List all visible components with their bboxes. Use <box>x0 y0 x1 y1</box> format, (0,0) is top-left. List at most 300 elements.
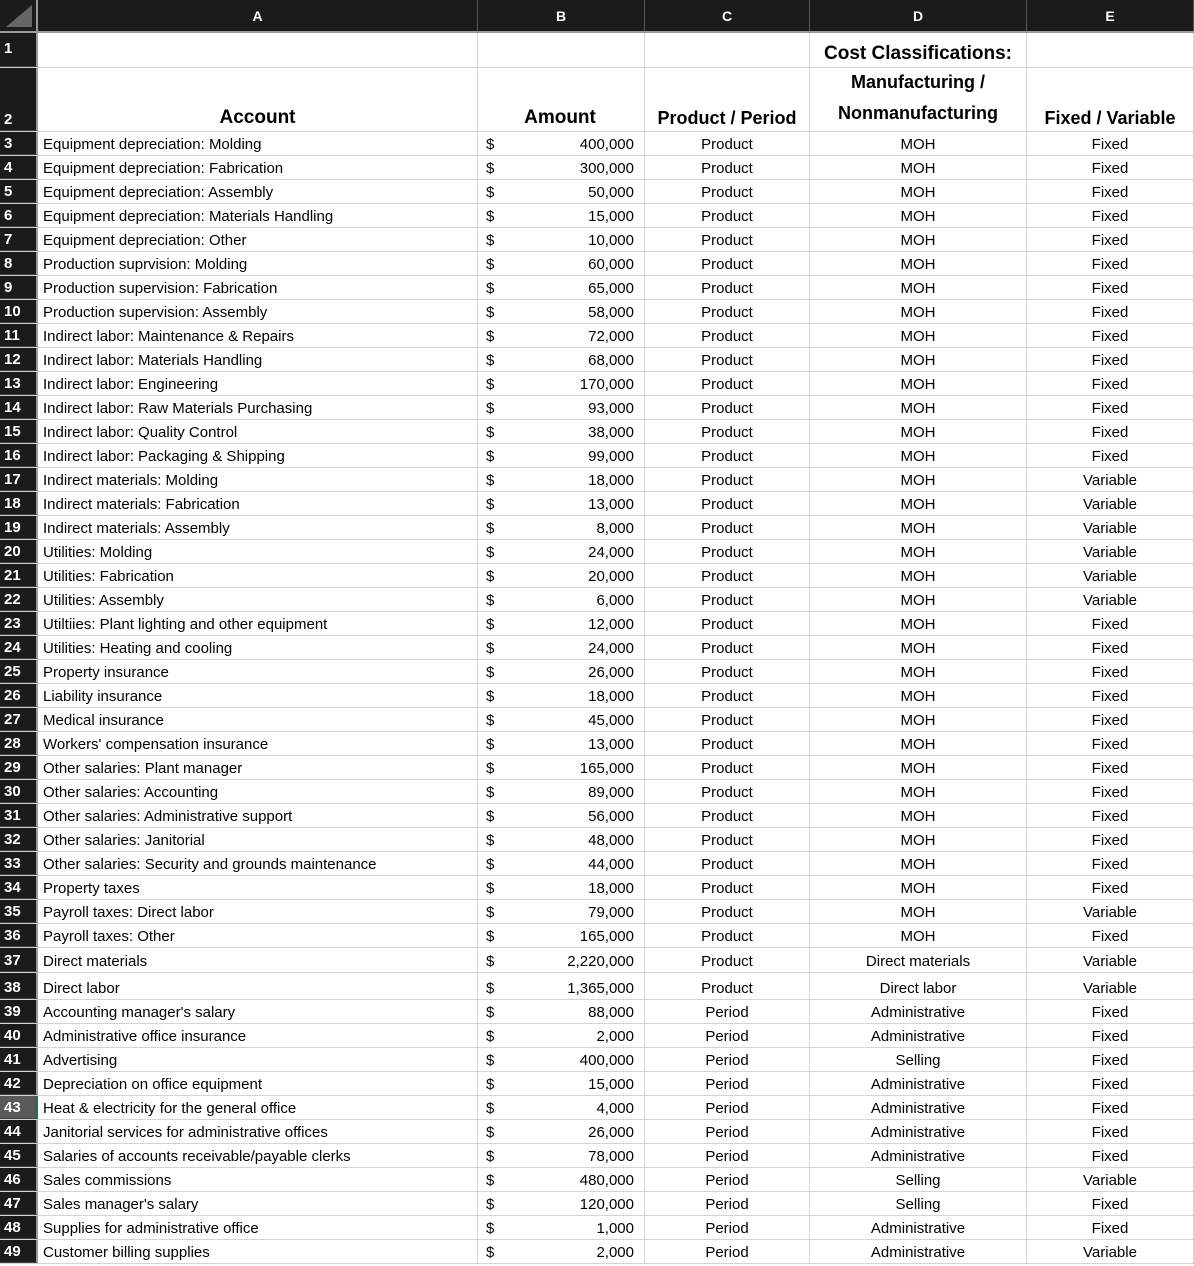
account-cell[interactable]: Utiltiies: Plant lighting and other equipment <box>38 612 478 635</box>
product-period-cell[interactable]: Product <box>645 732 810 755</box>
amount-cell[interactable] <box>478 708 645 731</box>
account-cell[interactable]: Equipment depreciation: Assembly <box>38 180 478 203</box>
manufacturing-cell[interactable]: MOH <box>810 756 1027 779</box>
amount-cell[interactable] <box>478 444 645 467</box>
account-cell[interactable]: Sales commissions <box>38 1168 478 1191</box>
account-cell[interactable]: Other salaries: Accounting <box>38 780 478 803</box>
row-header[interactable]: 14 <box>0 396 38 419</box>
row-header[interactable]: 4 <box>0 156 38 179</box>
manufacturing-cell[interactable]: Administrative <box>810 1096 1027 1119</box>
account-cell[interactable]: Property taxes <box>38 876 478 899</box>
manufacturing-cell[interactable]: MOH <box>810 924 1027 947</box>
account-cell[interactable]: Administrative office insurance <box>38 1024 478 1047</box>
fixed-variable-cell[interactable]: Fixed <box>1027 636 1194 659</box>
account-cell[interactable]: Liability insurance <box>38 684 478 707</box>
fixed-variable-cell[interactable]: Fixed <box>1027 1192 1194 1215</box>
select-all-button[interactable] <box>0 0 38 31</box>
amount-cell[interactable] <box>478 588 645 611</box>
amount-cell[interactable] <box>478 516 645 539</box>
row-header[interactable]: 44 <box>0 1120 38 1143</box>
fixed-variable-cell[interactable]: Fixed <box>1027 924 1194 947</box>
row-header[interactable]: 47 <box>0 1192 38 1215</box>
product-period-cell[interactable]: Period <box>645 1096 810 1119</box>
account-cell[interactable]: Workers' compensation insurance <box>38 732 478 755</box>
fixed-variable-cell[interactable]: Fixed <box>1027 180 1194 203</box>
row-header[interactable]: 25 <box>0 660 38 683</box>
account-cell[interactable]: Indirect labor: Raw Materials Purchasing <box>38 396 478 419</box>
row-header[interactable]: 31 <box>0 804 38 827</box>
product-period-cell[interactable]: Period <box>645 1072 810 1095</box>
fixed-variable-cell[interactable]: Variable <box>1027 948 1194 972</box>
product-period-cell[interactable]: Product <box>645 324 810 347</box>
manufacturing-cell[interactable]: Direct labor <box>810 973 1027 999</box>
amount-cell[interactable] <box>478 660 645 683</box>
manufacturing-cell[interactable]: MOH <box>810 588 1027 611</box>
account-cell[interactable]: Production supervision: Fabrication <box>38 276 478 299</box>
amount-cell[interactable] <box>478 804 645 827</box>
row-header[interactable]: 20 <box>0 540 38 563</box>
product-period-cell[interactable]: Product <box>645 468 810 491</box>
fixed-variable-cell[interactable]: Fixed <box>1027 1000 1194 1023</box>
amount-cell[interactable] <box>478 636 645 659</box>
product-period-cell[interactable]: Product <box>645 780 810 803</box>
product-period-cell[interactable]: Product <box>645 276 810 299</box>
account-cell[interactable]: Direct materials <box>38 948 478 972</box>
account-cell[interactable]: Depreciation on office equipment <box>38 1072 478 1095</box>
account-cell[interactable]: Equipment depreciation: Materials Handling <box>38 204 478 227</box>
fixed-variable-cell[interactable]: Fixed <box>1027 1144 1194 1167</box>
amount-cell[interactable] <box>478 1024 645 1047</box>
product-period-cell[interactable]: Period <box>645 1024 810 1047</box>
product-period-cell[interactable]: Product <box>645 973 810 999</box>
manufacturing-cell[interactable]: MOH <box>810 324 1027 347</box>
manufacturing-cell[interactable]: MOH <box>810 156 1027 179</box>
row-header[interactable]: 6 <box>0 204 38 227</box>
row-header[interactable]: 46 <box>0 1168 38 1191</box>
amount-cell[interactable] <box>478 468 645 491</box>
fixed-variable-cell[interactable]: Fixed <box>1027 1072 1194 1095</box>
manufacturing-cell[interactable]: Administrative <box>810 1072 1027 1095</box>
row-header[interactable]: 29 <box>0 756 38 779</box>
product-period-header[interactable]: Product / Period <box>645 68 810 131</box>
row-header[interactable]: 10 <box>0 300 38 323</box>
manufacturing-cell[interactable]: MOH <box>810 612 1027 635</box>
fixed-variable-cell[interactable]: Variable <box>1027 973 1194 999</box>
product-period-cell[interactable]: Product <box>645 756 810 779</box>
amount-cell[interactable] <box>478 780 645 803</box>
fixed-variable-cell[interactable]: Fixed <box>1027 372 1194 395</box>
column-header-e[interactable]: E <box>1027 0 1194 31</box>
amount-cell[interactable] <box>478 420 645 443</box>
product-period-cell[interactable]: Product <box>645 396 810 419</box>
manufacturing-cell[interactable]: MOH <box>810 276 1027 299</box>
account-cell[interactable]: Indirect labor: Maintenance & Repairs <box>38 324 478 347</box>
row-header[interactable]: 1 <box>0 33 38 67</box>
row-header[interactable]: 22 <box>0 588 38 611</box>
row-header[interactable]: 19 <box>0 516 38 539</box>
row-header[interactable]: 21 <box>0 564 38 587</box>
account-cell[interactable]: Other salaries: Administrative support <box>38 804 478 827</box>
row-header[interactable]: 7 <box>0 228 38 251</box>
manufacturing-cell[interactable]: MOH <box>810 420 1027 443</box>
product-period-cell[interactable]: Product <box>645 588 810 611</box>
row-header[interactable]: 35 <box>0 900 38 923</box>
row-header[interactable]: 23 <box>0 612 38 635</box>
amount-cell[interactable] <box>478 132 645 155</box>
manufacturing-cell[interactable]: MOH <box>810 564 1027 587</box>
amount-cell[interactable] <box>478 156 645 179</box>
row-header[interactable]: 26 <box>0 684 38 707</box>
amount-cell[interactable] <box>478 732 645 755</box>
manufacturing-cell[interactable]: MOH <box>810 708 1027 731</box>
manufacturing-cell[interactable]: MOH <box>810 780 1027 803</box>
manufacturing-cell[interactable]: MOH <box>810 852 1027 875</box>
account-cell[interactable]: Equipment depreciation: Molding <box>38 132 478 155</box>
product-period-cell[interactable]: Product <box>645 612 810 635</box>
manufacturing-cell[interactable]: MOH <box>810 132 1027 155</box>
fixed-variable-cell[interactable]: Fixed <box>1027 396 1194 419</box>
product-period-cell[interactable]: Product <box>645 372 810 395</box>
fixed-variable-cell[interactable]: Fixed <box>1027 300 1194 323</box>
amount-cell[interactable] <box>478 540 645 563</box>
fixed-variable-cell[interactable]: Fixed <box>1027 348 1194 371</box>
fixed-variable-cell[interactable]: Fixed <box>1027 1024 1194 1047</box>
fixed-variable-cell[interactable]: Variable <box>1027 900 1194 923</box>
column-header-b[interactable]: B <box>478 0 645 31</box>
fixed-variable-cell[interactable]: Variable <box>1027 492 1194 515</box>
amount-cell[interactable] <box>478 924 645 947</box>
amount-cell[interactable] <box>478 1144 645 1167</box>
amount-cell[interactable] <box>478 948 645 972</box>
account-cell[interactable]: Heat & electricity for the general office <box>38 1096 478 1119</box>
product-period-cell[interactable]: Product <box>645 420 810 443</box>
amount-cell[interactable] <box>478 973 645 999</box>
row-header[interactable]: 3 <box>0 132 38 155</box>
account-cell[interactable]: Medical insurance <box>38 708 478 731</box>
row-header[interactable]: 27 <box>0 708 38 731</box>
row-header[interactable]: 15 <box>0 420 38 443</box>
fixed-variable-cell[interactable]: Variable <box>1027 588 1194 611</box>
product-period-cell[interactable]: Product <box>645 564 810 587</box>
amount-cell[interactable] <box>478 492 645 515</box>
account-cell[interactable]: Accounting manager's salary <box>38 1000 478 1023</box>
account-cell[interactable]: Advertising <box>38 1048 478 1071</box>
product-period-cell[interactable]: Product <box>645 180 810 203</box>
fixed-variable-cell[interactable]: Variable <box>1027 564 1194 587</box>
manufacturing-cell[interactable]: MOH <box>810 204 1027 227</box>
column-header-c[interactable]: C <box>645 0 810 31</box>
cell-a1[interactable] <box>38 33 478 67</box>
fixed-variable-cell[interactable]: Variable <box>1027 1240 1194 1263</box>
amount-cell[interactable] <box>478 276 645 299</box>
cell-e1[interactable] <box>1027 33 1194 67</box>
product-period-cell[interactable]: Product <box>645 684 810 707</box>
amount-cell[interactable] <box>478 1192 645 1215</box>
account-cell[interactable]: Sales manager's salary <box>38 1192 478 1215</box>
account-cell[interactable]: Direct labor <box>38 973 478 999</box>
amount-cell[interactable] <box>478 564 645 587</box>
product-period-cell[interactable]: Product <box>645 252 810 275</box>
manufacturing-cell[interactable]: MOH <box>810 732 1027 755</box>
product-period-cell[interactable]: Product <box>645 444 810 467</box>
amount-cell[interactable] <box>478 324 645 347</box>
account-cell[interactable]: Utilities: Fabrication <box>38 564 478 587</box>
column-header-a[interactable]: A <box>38 0 478 31</box>
row-header[interactable]: 28 <box>0 732 38 755</box>
manufacturing-cell[interactable]: MOH <box>810 468 1027 491</box>
product-period-cell[interactable]: Product <box>645 516 810 539</box>
manufacturing-cell[interactable]: Administrative <box>810 1240 1027 1263</box>
row-header[interactable]: 40 <box>0 1024 38 1047</box>
row-header[interactable]: 39 <box>0 1000 38 1023</box>
product-period-cell[interactable]: Product <box>645 132 810 155</box>
row-header[interactable]: 24 <box>0 636 38 659</box>
row-header[interactable]: 12 <box>0 348 38 371</box>
amount-cell[interactable] <box>478 1072 645 1095</box>
manufacturing-cell[interactable]: MOH <box>810 300 1027 323</box>
fixed-variable-cell[interactable]: Fixed <box>1027 1048 1194 1071</box>
amount-cell[interactable] <box>478 1120 645 1143</box>
fixed-variable-cell[interactable]: Fixed <box>1027 444 1194 467</box>
product-period-cell[interactable]: Product <box>645 924 810 947</box>
product-period-cell[interactable]: Product <box>645 804 810 827</box>
manufacturing-cell[interactable]: MOH <box>810 228 1027 251</box>
row-header[interactable]: 17 <box>0 468 38 491</box>
account-cell[interactable]: Equipment depreciation: Other <box>38 228 478 251</box>
amount-cell[interactable] <box>478 228 645 251</box>
manufacturing-cell[interactable]: MOH <box>810 516 1027 539</box>
product-period-cell[interactable]: Period <box>645 1120 810 1143</box>
fixed-variable-cell[interactable]: Fixed <box>1027 708 1194 731</box>
manufacturing-cell[interactable]: Administrative <box>810 1000 1027 1023</box>
row-header[interactable]: 38 <box>0 973 38 999</box>
amount-cell[interactable] <box>478 1168 645 1191</box>
fixed-variable-cell[interactable]: Variable <box>1027 1168 1194 1191</box>
product-period-cell[interactable]: Product <box>645 156 810 179</box>
fixed-variable-cell[interactable]: Fixed <box>1027 804 1194 827</box>
product-period-cell[interactable]: Product <box>645 540 810 563</box>
amount-cell[interactable] <box>478 204 645 227</box>
account-cell[interactable]: Payroll taxes: Direct labor <box>38 900 478 923</box>
manufacturing-cell[interactable]: MOH <box>810 492 1027 515</box>
fixed-variable-cell[interactable]: Fixed <box>1027 756 1194 779</box>
account-header[interactable]: Account <box>38 68 478 131</box>
account-cell[interactable]: Utilities: Molding <box>38 540 478 563</box>
product-period-cell[interactable]: Product <box>645 660 810 683</box>
fixed-variable-cell[interactable]: Fixed <box>1027 324 1194 347</box>
amount-cell[interactable] <box>478 852 645 875</box>
row-header[interactable]: 13 <box>0 372 38 395</box>
manufacturing-cell[interactable]: MOH <box>810 828 1027 851</box>
manufacturing-cell[interactable]: MOH <box>810 180 1027 203</box>
account-cell[interactable]: Other salaries: Janitorial <box>38 828 478 851</box>
amount-cell[interactable] <box>478 900 645 923</box>
row-header[interactable]: 2 <box>0 68 38 131</box>
account-cell[interactable]: Utilities: Assembly <box>38 588 478 611</box>
row-header[interactable]: 49 <box>0 1240 38 1263</box>
fixed-variable-cell[interactable]: Variable <box>1027 468 1194 491</box>
fixed-variable-cell[interactable]: Fixed <box>1027 156 1194 179</box>
fixed-variable-cell[interactable]: Fixed <box>1027 732 1194 755</box>
amount-cell[interactable] <box>478 876 645 899</box>
product-period-cell[interactable]: Period <box>645 1048 810 1071</box>
column-header-d[interactable]: D <box>810 0 1027 31</box>
manufacturing-header[interactable] <box>810 68 1027 131</box>
fixed-variable-cell[interactable]: Fixed <box>1027 684 1194 707</box>
account-cell[interactable]: Indirect labor: Quality Control <box>38 420 478 443</box>
fixed-variable-cell[interactable]: Fixed <box>1027 420 1194 443</box>
manufacturing-cell[interactable]: Selling <box>810 1168 1027 1191</box>
product-period-cell[interactable]: Product <box>645 228 810 251</box>
fixed-variable-cell[interactable]: Fixed <box>1027 1216 1194 1239</box>
amount-cell[interactable] <box>478 1216 645 1239</box>
fixed-variable-cell[interactable]: Fixed <box>1027 276 1194 299</box>
fixed-variable-cell[interactable]: Fixed <box>1027 612 1194 635</box>
row-header[interactable]: 36 <box>0 924 38 947</box>
manufacturing-cell[interactable]: Selling <box>810 1192 1027 1215</box>
manufacturing-cell[interactable]: Administrative <box>810 1120 1027 1143</box>
account-cell[interactable]: Salaries of accounts receivable/payable clerks <box>38 1144 478 1167</box>
row-header[interactable]: 43 <box>0 1096 38 1119</box>
product-period-cell[interactable]: Product <box>645 900 810 923</box>
row-header[interactable]: 48 <box>0 1216 38 1239</box>
account-cell[interactable]: Other salaries: Security and grounds maintenance <box>38 852 478 875</box>
product-period-cell[interactable]: Product <box>645 828 810 851</box>
product-period-cell[interactable]: Product <box>645 348 810 371</box>
manufacturing-cell[interactable]: MOH <box>810 348 1027 371</box>
manufacturing-cell[interactable]: MOH <box>810 396 1027 419</box>
manufacturing-cell[interactable]: MOH <box>810 876 1027 899</box>
account-cell[interactable]: Production supervision: Assembly <box>38 300 478 323</box>
manufacturing-cell[interactable]: MOH <box>810 252 1027 275</box>
product-period-cell[interactable]: Product <box>645 948 810 972</box>
product-period-cell[interactable]: Period <box>645 1000 810 1023</box>
account-cell[interactable]: Indirect labor: Engineering <box>38 372 478 395</box>
product-period-cell[interactable]: Product <box>645 636 810 659</box>
manufacturing-cell[interactable]: Selling <box>810 1048 1027 1071</box>
cost-classifications-title[interactable]: Cost Classifications: <box>810 33 1027 67</box>
amount-cell[interactable] <box>478 1048 645 1071</box>
fixed-variable-cell[interactable]: Fixed <box>1027 876 1194 899</box>
product-period-cell[interactable]: Period <box>645 1216 810 1239</box>
fixed-variable-cell[interactable]: Fixed <box>1027 132 1194 155</box>
amount-cell[interactable] <box>478 1096 645 1119</box>
product-period-cell[interactable]: Product <box>645 492 810 515</box>
account-cell[interactable]: Equipment depreciation: Fabrication <box>38 156 478 179</box>
fixed-variable-cell[interactable]: Fixed <box>1027 252 1194 275</box>
amount-cell[interactable] <box>478 756 645 779</box>
amount-cell[interactable] <box>478 252 645 275</box>
manufacturing-cell[interactable]: Administrative <box>810 1024 1027 1047</box>
row-header[interactable]: 37 <box>0 948 38 972</box>
row-header[interactable]: 8 <box>0 252 38 275</box>
manufacturing-cell[interactable]: MOH <box>810 444 1027 467</box>
product-period-cell[interactable]: Period <box>645 1192 810 1215</box>
product-period-cell[interactable]: Product <box>645 708 810 731</box>
amount-header[interactable]: Amount <box>478 68 645 131</box>
product-period-cell[interactable]: Period <box>645 1144 810 1167</box>
account-cell[interactable]: Indirect labor: Packaging & Shipping <box>38 444 478 467</box>
account-cell[interactable]: Indirect materials: Fabrication <box>38 492 478 515</box>
fixed-variable-cell[interactable]: Fixed <box>1027 204 1194 227</box>
fixed-variable-cell[interactable]: Variable <box>1027 540 1194 563</box>
fixed-variable-cell[interactable]: Fixed <box>1027 660 1194 683</box>
account-cell[interactable]: Supplies for administrative office <box>38 1216 478 1239</box>
fixed-variable-cell[interactable]: Fixed <box>1027 1120 1194 1143</box>
row-header[interactable]: 30 <box>0 780 38 803</box>
fixed-variable-cell[interactable]: Variable <box>1027 516 1194 539</box>
product-period-cell[interactable]: Product <box>645 300 810 323</box>
fixed-variable-cell[interactable]: Fixed <box>1027 780 1194 803</box>
fixed-variable-cell[interactable]: Fixed <box>1027 1096 1194 1119</box>
row-header[interactable]: 33 <box>0 852 38 875</box>
fixed-variable-cell[interactable]: Fixed <box>1027 828 1194 851</box>
amount-cell[interactable] <box>478 684 645 707</box>
row-header[interactable]: 18 <box>0 492 38 515</box>
row-header[interactable]: 16 <box>0 444 38 467</box>
manufacturing-cell[interactable]: Direct materials <box>810 948 1027 972</box>
amount-cell[interactable] <box>478 180 645 203</box>
manufacturing-cell[interactable]: MOH <box>810 804 1027 827</box>
product-period-cell[interactable]: Product <box>645 852 810 875</box>
account-cell[interactable]: Utilities: Heating and cooling <box>38 636 478 659</box>
amount-cell[interactable] <box>478 348 645 371</box>
fixed-variable-cell[interactable]: Fixed <box>1027 852 1194 875</box>
amount-cell[interactable] <box>478 612 645 635</box>
amount-cell[interactable] <box>478 1240 645 1263</box>
cell-b1[interactable] <box>478 33 645 67</box>
amount-cell[interactable] <box>478 300 645 323</box>
account-cell[interactable]: Indirect materials: Assembly <box>38 516 478 539</box>
product-period-cell[interactable]: Product <box>645 204 810 227</box>
cell-c1[interactable] <box>645 33 810 67</box>
row-header[interactable]: 11 <box>0 324 38 347</box>
account-cell[interactable]: Janitorial services for administrative offices <box>38 1120 478 1143</box>
product-period-cell[interactable]: Period <box>645 1240 810 1263</box>
manufacturing-cell[interactable]: MOH <box>810 372 1027 395</box>
fixed-variable-cell[interactable]: Fixed <box>1027 228 1194 251</box>
manufacturing-cell[interactable]: MOH <box>810 540 1027 563</box>
row-header[interactable]: 5 <box>0 180 38 203</box>
row-header[interactable]: 42 <box>0 1072 38 1095</box>
account-cell[interactable]: Payroll taxes: Other <box>38 924 478 947</box>
account-cell[interactable]: Customer billing supplies <box>38 1240 478 1263</box>
account-cell[interactable]: Production suprvision: Molding <box>38 252 478 275</box>
amount-cell[interactable] <box>478 396 645 419</box>
product-period-cell[interactable]: Period <box>645 1168 810 1191</box>
amount-cell[interactable] <box>478 828 645 851</box>
manufacturing-cell[interactable]: MOH <box>810 684 1027 707</box>
manufacturing-cell[interactable]: Administrative <box>810 1144 1027 1167</box>
manufacturing-cell[interactable]: MOH <box>810 636 1027 659</box>
manufacturing-cell[interactable]: MOH <box>810 660 1027 683</box>
account-cell[interactable]: Indirect materials: Molding <box>38 468 478 491</box>
row-header[interactable]: 32 <box>0 828 38 851</box>
row-header[interactable]: 34 <box>0 876 38 899</box>
row-header[interactable]: 9 <box>0 276 38 299</box>
account-cell[interactable]: Other salaries: Plant manager <box>38 756 478 779</box>
fixed-variable-header[interactable]: Fixed / Variable <box>1027 68 1194 131</box>
row-header[interactable]: 41 <box>0 1048 38 1071</box>
account-cell[interactable]: Indirect labor: Materials Handling <box>38 348 478 371</box>
amount-cell[interactable] <box>478 1000 645 1023</box>
manufacturing-cell[interactable]: Administrative <box>810 1216 1027 1239</box>
account-cell[interactable]: Property insurance <box>38 660 478 683</box>
amount-cell[interactable] <box>478 372 645 395</box>
row-header[interactable]: 45 <box>0 1144 38 1167</box>
manufacturing-cell[interactable]: MOH <box>810 900 1027 923</box>
product-period-cell[interactable]: Product <box>645 876 810 899</box>
